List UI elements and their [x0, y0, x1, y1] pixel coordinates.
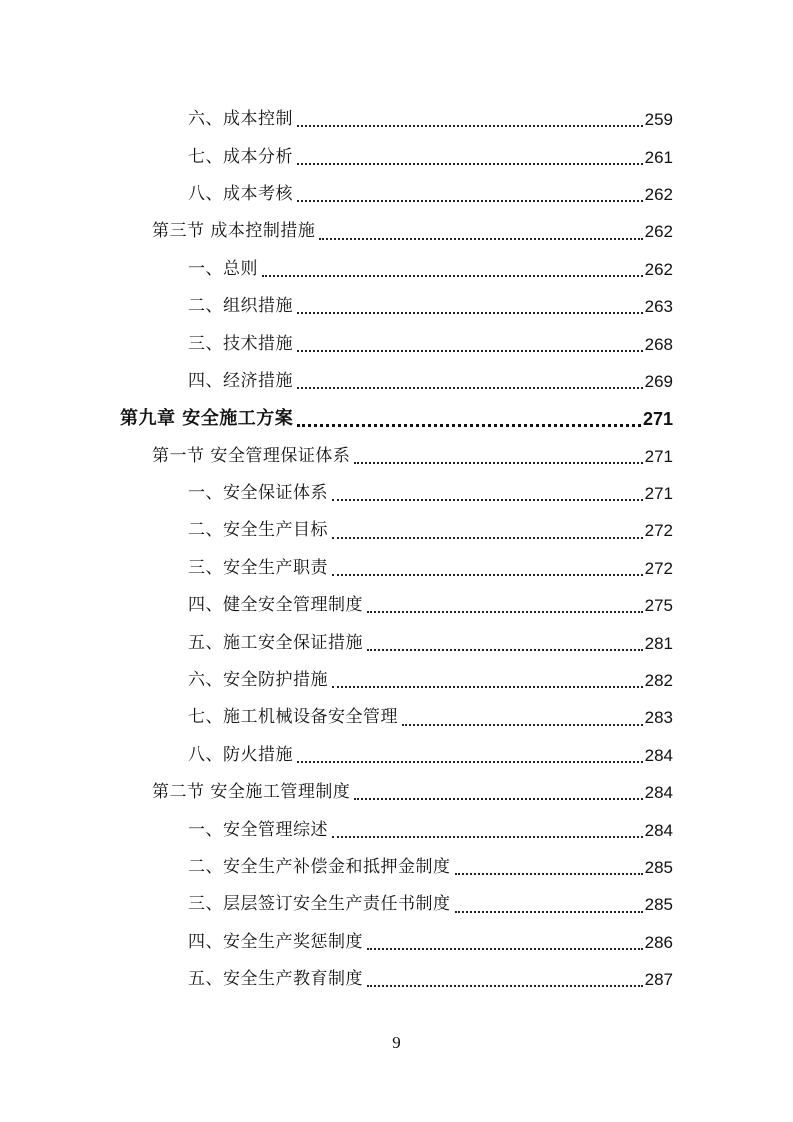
toc-subsection-entry[interactable] — [0, 699, 793, 736]
toc-dot-leader — [354, 461, 642, 464]
toc-subsection-entry[interactable] — [0, 288, 793, 325]
toc-dot-leader — [367, 648, 643, 651]
toc-entry-page: 282 — [644, 671, 673, 691]
table-of-contents — [0, 101, 793, 998]
toc-subsection-entry[interactable] — [0, 587, 793, 624]
toc-dot-leader — [332, 685, 643, 688]
toc-entry-page: 285 — [644, 858, 673, 877]
toc-dot-leader — [354, 797, 642, 800]
toc-subsection-entry[interactable] — [0, 662, 793, 699]
toc-entry-page: 259 — [644, 110, 673, 130]
toc-entry-page: 271 — [642, 408, 673, 429]
toc-dot-leader — [297, 124, 643, 127]
toc-subsection-entry[interactable] — [0, 624, 793, 661]
toc-entry-title: 四、安全生产奖惩制度 — [188, 931, 363, 952]
toc-entry-page: 262 — [644, 259, 673, 279]
toc-entry-page: 269 — [644, 371, 673, 391]
toc-subsection-entry[interactable] — [0, 363, 793, 400]
toc-dot-leader — [402, 723, 643, 726]
page-number: 9 — [392, 1033, 401, 1052]
toc-entry-title: 三、层层签订安全生产责任书制度 — [188, 894, 451, 915]
toc-entry-title: 一、安全保证体系 — [188, 483, 328, 504]
toc-entry-page: 262 — [644, 222, 673, 242]
toc-entry-page: 286 — [644, 932, 673, 952]
toc-subsection-entry[interactable] — [0, 961, 793, 998]
toc-dot-leader — [297, 349, 643, 352]
toc-entry-page: 284 — [644, 783, 673, 803]
toc-dot-leader — [367, 984, 643, 987]
toc-dot-leader — [297, 162, 643, 165]
toc-dot-leader — [332, 573, 643, 576]
toc-entry-title: 八、成本考核 — [188, 183, 293, 204]
toc-entry-title: 三、安全生产职责 — [188, 557, 328, 578]
toc-section-entry[interactable] — [0, 213, 793, 250]
toc-dot-leader — [332, 835, 643, 838]
toc-dot-leader — [367, 610, 643, 613]
toc-entry-page: 287 — [644, 970, 673, 990]
toc-subsection-entry[interactable] — [0, 251, 793, 288]
toc-subsection-entry[interactable] — [0, 101, 793, 138]
toc-dot-leader — [455, 910, 643, 913]
toc-dot-leader — [297, 423, 641, 427]
toc-entry-title: 四、健全安全管理制度 — [188, 595, 363, 616]
toc-dot-leader — [332, 536, 643, 539]
toc-dot-leader — [332, 498, 643, 501]
toc-subsection-entry[interactable] — [0, 811, 793, 848]
toc-entry-page: 261 — [644, 147, 673, 167]
toc-entry-title: 一、安全管理综述 — [188, 819, 328, 840]
toc-entry-page: 271 — [644, 484, 673, 504]
toc-dot-leader — [319, 237, 642, 240]
toc-entry-page: 283 — [644, 708, 673, 728]
toc-entry-page: 262 — [644, 184, 673, 204]
toc-entry-title: 二、组织措施 — [188, 296, 293, 317]
toc-section-entry[interactable] — [0, 438, 793, 475]
toc-subsection-entry[interactable] — [0, 475, 793, 512]
toc-dot-leader — [297, 311, 643, 314]
toc-entry-page: 268 — [644, 334, 673, 354]
toc-dot-leader — [262, 274, 643, 277]
toc-dot-leader — [297, 760, 643, 763]
toc-entry-title: 第一节 安全管理保证体系 — [152, 445, 351, 466]
toc-subsection-entry[interactable] — [0, 138, 793, 175]
toc-dot-leader — [297, 199, 643, 202]
toc-dot-leader — [297, 386, 643, 389]
toc-entry-page: 272 — [644, 521, 673, 541]
toc-chapter-entry[interactable] — [0, 400, 793, 437]
toc-entry-title: 第九章 安全施工方案 — [120, 407, 294, 429]
toc-entry-title: 二、安全生产补偿金和抵押金制度 — [188, 857, 451, 877]
toc-entry-title: 第二节 安全施工管理制度 — [152, 782, 351, 803]
toc-entry-title: 七、成本分析 — [188, 146, 293, 167]
toc-entry-title: 六、安全防护措施 — [188, 670, 328, 691]
toc-entry-title: 三、技术措施 — [188, 333, 293, 354]
toc-entry-page: 271 — [644, 446, 673, 466]
toc-entry-title: 四、经济措施 — [188, 370, 293, 391]
toc-subsection-entry[interactable] — [0, 924, 793, 961]
toc-entry-title: 五、施工安全保证措施 — [188, 632, 363, 653]
toc-entry-page: 275 — [644, 596, 673, 616]
toc-entry-page: 281 — [644, 633, 673, 653]
toc-subsection-entry[interactable] — [0, 550, 793, 587]
toc-subsection-entry[interactable] — [0, 512, 793, 549]
toc-entry-page: 285 — [644, 895, 673, 915]
toc-entry-page: 272 — [644, 558, 673, 578]
toc-section-entry[interactable] — [0, 774, 793, 811]
toc-subsection-entry[interactable] — [0, 325, 793, 362]
toc-subsection-entry[interactable] — [0, 886, 793, 923]
toc-entry-title: 一、总则 — [188, 258, 258, 279]
toc-subsection-entry[interactable] — [0, 849, 793, 886]
toc-entry-title: 第三节 成本控制措施 — [152, 221, 316, 242]
toc-entry-page: 263 — [644, 297, 673, 317]
toc-subsection-entry[interactable] — [0, 737, 793, 774]
toc-subsection-entry[interactable] — [0, 176, 793, 213]
toc-dot-leader — [367, 947, 643, 950]
toc-entry-title: 七、施工机械设备安全管理 — [188, 707, 398, 728]
toc-entry-page: 284 — [644, 820, 673, 840]
toc-dot-leader — [455, 872, 643, 875]
toc-entry-title: 六、成本控制 — [188, 109, 293, 130]
toc-entry-title: 五、安全生产教育制度 — [188, 969, 363, 990]
toc-entry-title: 二、安全生产目标 — [188, 520, 328, 541]
toc-entry-title: 八、防火措施 — [188, 744, 293, 765]
toc-entry-page: 284 — [644, 745, 673, 765]
